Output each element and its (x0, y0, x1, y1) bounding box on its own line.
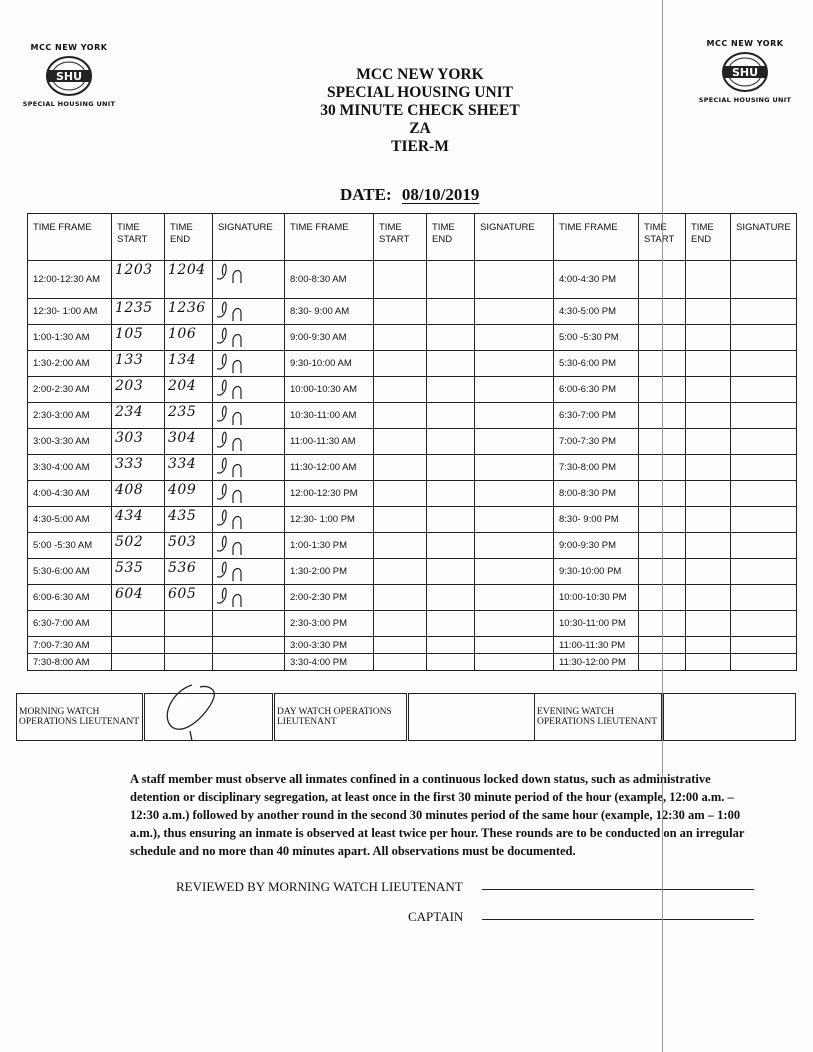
time-end-cell[interactable] (427, 429, 475, 455)
time-start-cell[interactable] (112, 611, 165, 637)
time-frame-cell: 1:00-1:30 PM (285, 533, 374, 559)
handwritten-time: 204 (168, 378, 197, 394)
table-row (28, 559, 797, 585)
table-row (28, 325, 797, 351)
time-frame-cell: 11:00-11:30 PM (554, 637, 639, 654)
initials-signature-mark (217, 353, 251, 375)
morning-watch-signature[interactable] (144, 694, 274, 741)
header-unit: SPECIAL HOUSING UNIT (326, 84, 514, 101)
time-end-cell[interactable] (686, 351, 731, 377)
time-start-cell[interactable] (112, 654, 165, 671)
captain-signature-line[interactable] (482, 919, 754, 920)
col-header: TIME FRAME (285, 214, 374, 261)
time-start-cell[interactable] (374, 507, 427, 533)
time-frame-cell: 3:30-4:00 PM (285, 654, 374, 671)
signature-cell[interactable] (731, 299, 797, 325)
table-row (28, 637, 797, 654)
time-end-cell[interactable] (165, 299, 213, 325)
time-end-cell[interactable] (427, 455, 475, 481)
col-header: TIME FRAME (28, 214, 112, 261)
time-end-cell[interactable] (165, 481, 213, 507)
time-end-cell[interactable] (686, 325, 731, 351)
time-end-cell[interactable] (427, 351, 475, 377)
signature-cell[interactable] (731, 559, 797, 585)
time-end-cell[interactable] (165, 429, 213, 455)
time-frame-cell: 4:00-4:30 PM (554, 261, 639, 299)
handwritten-time: 502 (115, 534, 144, 550)
time-end-cell[interactable] (686, 654, 731, 671)
col-header: SIGNATURE (475, 214, 554, 261)
date-line (340, 185, 479, 205)
time-end-cell[interactable] (427, 261, 475, 299)
time-end-cell[interactable] (165, 377, 213, 403)
table-row (28, 533, 797, 559)
table-row (28, 455, 797, 481)
handwritten-time: 1204 (168, 262, 206, 278)
time-start-cell[interactable] (374, 585, 427, 611)
check-table (27, 213, 797, 671)
table-row (28, 261, 797, 299)
page-fold-line (662, 0, 663, 1052)
signature-cell[interactable] (213, 403, 285, 429)
header-facility: MCC NEW YORK (356, 66, 484, 83)
handwritten-time: 604 (115, 586, 144, 602)
header-tier: TIER-M (391, 138, 449, 155)
signature-cell[interactable] (213, 429, 285, 455)
handwritten-time: 304 (168, 430, 197, 446)
table-header-row (28, 214, 797, 261)
signature-cell[interactable] (731, 611, 797, 637)
signature-cell[interactable] (731, 403, 797, 429)
handwritten-time: 503 (168, 534, 197, 550)
signature-cell[interactable] (731, 481, 797, 507)
initials-signature-mark (217, 535, 251, 557)
time-frame-cell: 3:00-3:30 AM (28, 429, 112, 455)
handwritten-time: 434 (115, 508, 144, 524)
signature-cell[interactable] (731, 429, 797, 455)
time-end-cell[interactable] (165, 261, 213, 299)
signature-cell[interactable] (213, 507, 285, 533)
time-end-cell[interactable] (165, 507, 213, 533)
signature-cell[interactable] (475, 481, 554, 507)
signature-cell[interactable] (731, 455, 797, 481)
table-row (28, 403, 797, 429)
col-header: SIGNATURE (731, 214, 797, 261)
initials-signature-mark (217, 405, 251, 427)
time-end-cell[interactable] (686, 403, 731, 429)
time-start-cell[interactable] (112, 481, 165, 507)
handwritten-time: 435 (168, 508, 197, 524)
time-frame-cell: 5:00 -5:30 PM (554, 325, 639, 351)
time-start-cell[interactable] (374, 299, 427, 325)
time-start-cell[interactable] (112, 261, 165, 299)
time-frame-cell: 12:30- 1:00 PM (285, 507, 374, 533)
time-end-cell[interactable] (165, 637, 213, 654)
time-start-cell[interactable] (374, 455, 427, 481)
header-unit-code: ZA (409, 120, 431, 137)
time-frame-cell: 6:30-7:00 PM (554, 403, 639, 429)
handwritten-time: 536 (168, 560, 197, 576)
document-header (280, 66, 560, 156)
time-frame-cell: 6:00-6:30 AM (28, 585, 112, 611)
signature-cell[interactable] (213, 377, 285, 403)
signature-cell[interactable] (475, 261, 554, 299)
morning-watch-label: MORNING WATCH OPERATIONS LIEUTENANT (17, 694, 144, 741)
handwritten-time: 333 (115, 456, 144, 472)
time-end-cell[interactable] (686, 559, 731, 585)
reviewed-by-label: REVIEWED BY MORNING WATCH LIEUTENANT (176, 879, 463, 894)
time-frame-cell: 8:30- 9:00 PM (554, 507, 639, 533)
time-start-cell[interactable] (374, 403, 427, 429)
time-end-cell[interactable] (427, 559, 475, 585)
time-end-cell[interactable] (165, 559, 213, 585)
signature-cell[interactable] (475, 377, 554, 403)
table-row (28, 654, 797, 671)
initials-signature-mark (217, 431, 251, 453)
signature-cell[interactable] (731, 637, 797, 654)
time-end-cell[interactable] (686, 533, 731, 559)
time-end-cell[interactable] (427, 325, 475, 351)
logo-left (14, 43, 124, 108)
time-start-cell[interactable] (374, 481, 427, 507)
initials-signature-mark (217, 379, 251, 401)
time-start-cell[interactable] (112, 559, 165, 585)
time-end-cell[interactable] (686, 455, 731, 481)
time-start-cell[interactable] (374, 611, 427, 637)
col-header: TIME END (686, 214, 731, 261)
col-header: TIME FRAME (554, 214, 639, 261)
time-frame-cell: 6:30-7:00 AM (28, 611, 112, 637)
signature-cell[interactable] (213, 455, 285, 481)
handwritten-time: 105 (115, 326, 144, 342)
handwritten-time: 106 (168, 326, 197, 342)
time-start-cell[interactable] (112, 455, 165, 481)
evening-watch-signature[interactable] (663, 694, 796, 741)
time-start-cell[interactable] (374, 559, 427, 585)
time-start-cell[interactable] (112, 351, 165, 377)
handwritten-time: 535 (115, 560, 144, 576)
time-frame-cell: 9:30-10:00 AM (285, 351, 374, 377)
time-frame-cell: 8:00-8:30 PM (554, 481, 639, 507)
signature-cell[interactable] (213, 533, 285, 559)
col-header: TIME START (374, 214, 427, 261)
handwritten-time: 408 (115, 482, 144, 498)
time-start-cell[interactable] (112, 429, 165, 455)
signature-cell[interactable] (475, 403, 554, 429)
time-end-cell[interactable] (165, 403, 213, 429)
time-end-cell[interactable] (427, 533, 475, 559)
signature-cell[interactable] (213, 585, 285, 611)
time-end-cell[interactable] (686, 429, 731, 455)
time-end-cell[interactable] (686, 481, 731, 507)
signature-cell[interactable] (475, 507, 554, 533)
time-end-cell[interactable] (686, 585, 731, 611)
handwritten-time: 133 (115, 352, 144, 368)
time-frame-cell: 3:30-4:00 AM (28, 455, 112, 481)
time-start-cell[interactable] (374, 654, 427, 671)
handwritten-time: 1236 (168, 300, 206, 316)
logo-top-text: MCC NEW YORK (30, 43, 108, 52)
time-end-cell[interactable] (427, 481, 475, 507)
signature-cell[interactable] (213, 299, 285, 325)
handwritten-time: 234 (115, 404, 144, 420)
time-frame-cell: 9:30-10:00 PM (554, 559, 639, 585)
time-frame-cell: 10:30-11:00 AM (285, 403, 374, 429)
time-frame-cell: 12:30- 1:00 AM (28, 299, 112, 325)
signature-cell[interactable] (475, 585, 554, 611)
time-end-cell[interactable] (165, 654, 213, 671)
time-frame-cell: 10:30-11:00 PM (554, 611, 639, 637)
initials-signature-mark (217, 301, 251, 323)
time-frame-cell: 11:30-12:00 PM (554, 654, 639, 671)
signature-cell[interactable] (731, 533, 797, 559)
signature-cell[interactable] (731, 377, 797, 403)
reviewed-by-signature-line[interactable] (482, 889, 754, 890)
day-watch-label: DAY WATCH OPERATIONS LIEUTENANT (274, 694, 408, 741)
time-frame-cell: 7:00-7:30 PM (554, 429, 639, 455)
time-frame-cell: 6:00-6:30 PM (554, 377, 639, 403)
time-frame-cell: 2:30-3:00 AM (28, 403, 112, 429)
time-start-cell[interactable] (112, 507, 165, 533)
table-row (28, 507, 797, 533)
signoff-row (17, 694, 796, 741)
date-value: 08/10/2019 (401, 185, 480, 204)
time-frame-cell: 4:00-4:30 AM (28, 481, 112, 507)
initials-signature-mark (217, 457, 251, 479)
time-start-cell[interactable] (112, 403, 165, 429)
time-frame-cell: 10:00-10:30 PM (554, 585, 639, 611)
time-frame-cell: 2:30-3:00 PM (285, 611, 374, 637)
time-frame-cell: 5:30-6:00 AM (28, 559, 112, 585)
time-end-cell[interactable] (427, 585, 475, 611)
time-frame-cell: 4:30-5:00 AM (28, 507, 112, 533)
time-start-cell[interactable] (374, 325, 427, 351)
signature-cell[interactable] (475, 637, 554, 654)
time-frame-cell: 11:30-12:00 AM (285, 455, 374, 481)
date-label: DATE: (340, 185, 392, 204)
signature-cell[interactable] (475, 611, 554, 637)
shu-badge-icon (719, 50, 771, 94)
signature-cell[interactable] (475, 654, 554, 671)
time-frame-cell: 1:00-1:30 AM (28, 325, 112, 351)
time-frame-cell: 10:00-10:30 AM (285, 377, 374, 403)
logo-badge-text: SHU (731, 66, 759, 79)
initials-signature-mark (217, 587, 251, 609)
col-header: TIME START (639, 214, 686, 261)
signature-cell[interactable] (731, 654, 797, 671)
col-header: TIME END (427, 214, 475, 261)
lieutenant-initials-mark (152, 677, 272, 741)
time-frame-cell: 2:00-2:30 AM (28, 377, 112, 403)
signature-cell[interactable] (475, 559, 554, 585)
signature-cell[interactable] (213, 654, 285, 671)
col-header: TIME END (165, 214, 213, 261)
logo-bottom-text: SPECIAL HOUSING UNIT (22, 100, 116, 108)
signature-cell[interactable] (731, 351, 797, 377)
time-end-cell[interactable] (427, 403, 475, 429)
signature-cell[interactable] (475, 351, 554, 377)
header-title: 30 MINUTE CHECK SHEET (320, 102, 520, 119)
time-start-cell[interactable] (374, 377, 427, 403)
time-frame-cell: 9:00-9:30 AM (285, 325, 374, 351)
time-end-cell[interactable] (427, 299, 475, 325)
handwritten-time: 203 (115, 378, 144, 394)
time-start-cell[interactable] (374, 351, 427, 377)
time-end-cell[interactable] (427, 611, 475, 637)
signature-cell[interactable] (731, 585, 797, 611)
signature-cell[interactable] (731, 507, 797, 533)
time-end-cell[interactable] (686, 299, 731, 325)
initials-signature-mark (217, 483, 251, 505)
captain-label: CAPTAIN (408, 909, 464, 924)
time-frame-cell: 8:30- 9:00 AM (285, 299, 374, 325)
time-frame-cell: 7:30-8:00 PM (554, 455, 639, 481)
time-end-cell[interactable] (686, 377, 731, 403)
time-end-cell[interactable] (686, 637, 731, 654)
time-start-cell[interactable] (112, 377, 165, 403)
time-frame-cell: 7:00-7:30 AM (28, 637, 112, 654)
time-start-cell[interactable] (374, 261, 427, 299)
time-end-cell[interactable] (686, 261, 731, 299)
time-end-cell[interactable] (427, 637, 475, 654)
time-frame-cell: 12:00-12:30 AM (28, 261, 112, 299)
col-header: TIME START (112, 214, 165, 261)
lieutenant-signoff-table (16, 693, 796, 741)
time-frame-cell: 8:00-8:30 AM (285, 261, 374, 299)
time-end-cell[interactable] (427, 507, 475, 533)
table-row (28, 481, 797, 507)
instructions-paragraph: A staff member must observe all inmates confined in a continuous locked down status, such as administrative detention or disciplinary segregation, at least once in the first 30 minute period of the hour (example, 12:00 a.m. – 12:30 a.m.) followed by another round in the second 30 minutes period of the same hour (example, 12:30 am – 1:00 a.m.), thus ensuring an inmate is observed at least twice per hour. These rounds are to be conducted on an irregular schedule and no more than 40 minutes apart. All observations must be documented. (130, 772, 745, 858)
logo-bottom-text: SPECIAL HOUSING UNIT (698, 96, 792, 104)
time-start-cell[interactable] (112, 299, 165, 325)
handwritten-time: 1203 (115, 262, 153, 278)
signature-cell[interactable] (731, 325, 797, 351)
time-start-cell[interactable] (112, 637, 165, 654)
handwritten-time: 409 (168, 482, 197, 498)
time-end-cell[interactable] (165, 351, 213, 377)
time-start-cell[interactable] (112, 533, 165, 559)
signature-cell[interactable] (475, 429, 554, 455)
evening-watch-label: EVENING WATCH OPERATIONS LIEUTENANT (535, 694, 663, 741)
handwritten-time: 134 (168, 352, 197, 368)
table-row (28, 351, 797, 377)
shu-badge-icon (43, 54, 95, 98)
time-frame-cell: 2:00-2:30 PM (285, 585, 374, 611)
signature-cell[interactable] (475, 455, 554, 481)
time-frame-cell: 5:30-6:00 PM (554, 351, 639, 377)
signature-cell[interactable] (475, 325, 554, 351)
time-frame-cell: 5:00 -5:30 AM (28, 533, 112, 559)
time-start-cell[interactable] (374, 429, 427, 455)
time-start-cell[interactable] (112, 325, 165, 351)
table-row (28, 611, 797, 637)
time-end-cell[interactable] (686, 507, 731, 533)
initials-signature-mark (217, 263, 251, 285)
table-row (28, 299, 797, 325)
handwritten-time: 1235 (115, 300, 153, 316)
time-frame-cell: 7:30-8:00 AM (28, 654, 112, 671)
time-end-cell[interactable] (165, 533, 213, 559)
time-frame-cell: 12:00-12:30 PM (285, 481, 374, 507)
time-end-cell[interactable] (165, 455, 213, 481)
signature-cell[interactable] (213, 559, 285, 585)
signature-cell[interactable] (475, 299, 554, 325)
signature-cell[interactable] (475, 533, 554, 559)
handwritten-time: 235 (168, 404, 197, 420)
time-end-cell[interactable] (686, 611, 731, 637)
signature-cell[interactable] (213, 261, 285, 299)
signature-cell[interactable] (213, 325, 285, 351)
time-frame-cell: 9:00-9:30 PM (554, 533, 639, 559)
handwritten-time: 334 (168, 456, 197, 472)
handwritten-time: 605 (168, 586, 197, 602)
time-frame-cell: 1:30-2:00 PM (285, 559, 374, 585)
time-end-cell[interactable] (165, 611, 213, 637)
col-header: SIGNATURE (213, 214, 285, 261)
initials-signature-mark (217, 509, 251, 531)
signature-cell[interactable] (213, 351, 285, 377)
signature-cell[interactable] (213, 611, 285, 637)
time-start-cell[interactable] (374, 533, 427, 559)
time-frame-cell: 4:30-5:00 PM (554, 299, 639, 325)
day-watch-signature[interactable] (408, 694, 535, 741)
initials-signature-mark (217, 327, 251, 349)
time-frame-cell: 1:30-2:00 AM (28, 351, 112, 377)
time-start-cell[interactable] (374, 637, 427, 654)
time-end-cell[interactable] (165, 585, 213, 611)
signature-cell[interactable] (731, 261, 797, 299)
table-row (28, 585, 797, 611)
signature-cell[interactable] (213, 481, 285, 507)
time-end-cell[interactable] (427, 377, 475, 403)
logo-badge-text: SHU (55, 70, 83, 83)
table-row (28, 429, 797, 455)
time-end-cell[interactable] (165, 325, 213, 351)
signature-cell[interactable] (213, 637, 285, 654)
table-row (28, 377, 797, 403)
handwritten-time: 303 (115, 430, 144, 446)
time-start-cell[interactable] (112, 585, 165, 611)
time-frame-cell: 11:00-11:30 AM (285, 429, 374, 455)
logo-top-text: MCC NEW YORK (706, 39, 784, 48)
initials-signature-mark (217, 561, 251, 583)
logo-right (690, 39, 800, 104)
time-end-cell[interactable] (427, 654, 475, 671)
time-frame-cell: 3:00-3:30 PM (285, 637, 374, 654)
